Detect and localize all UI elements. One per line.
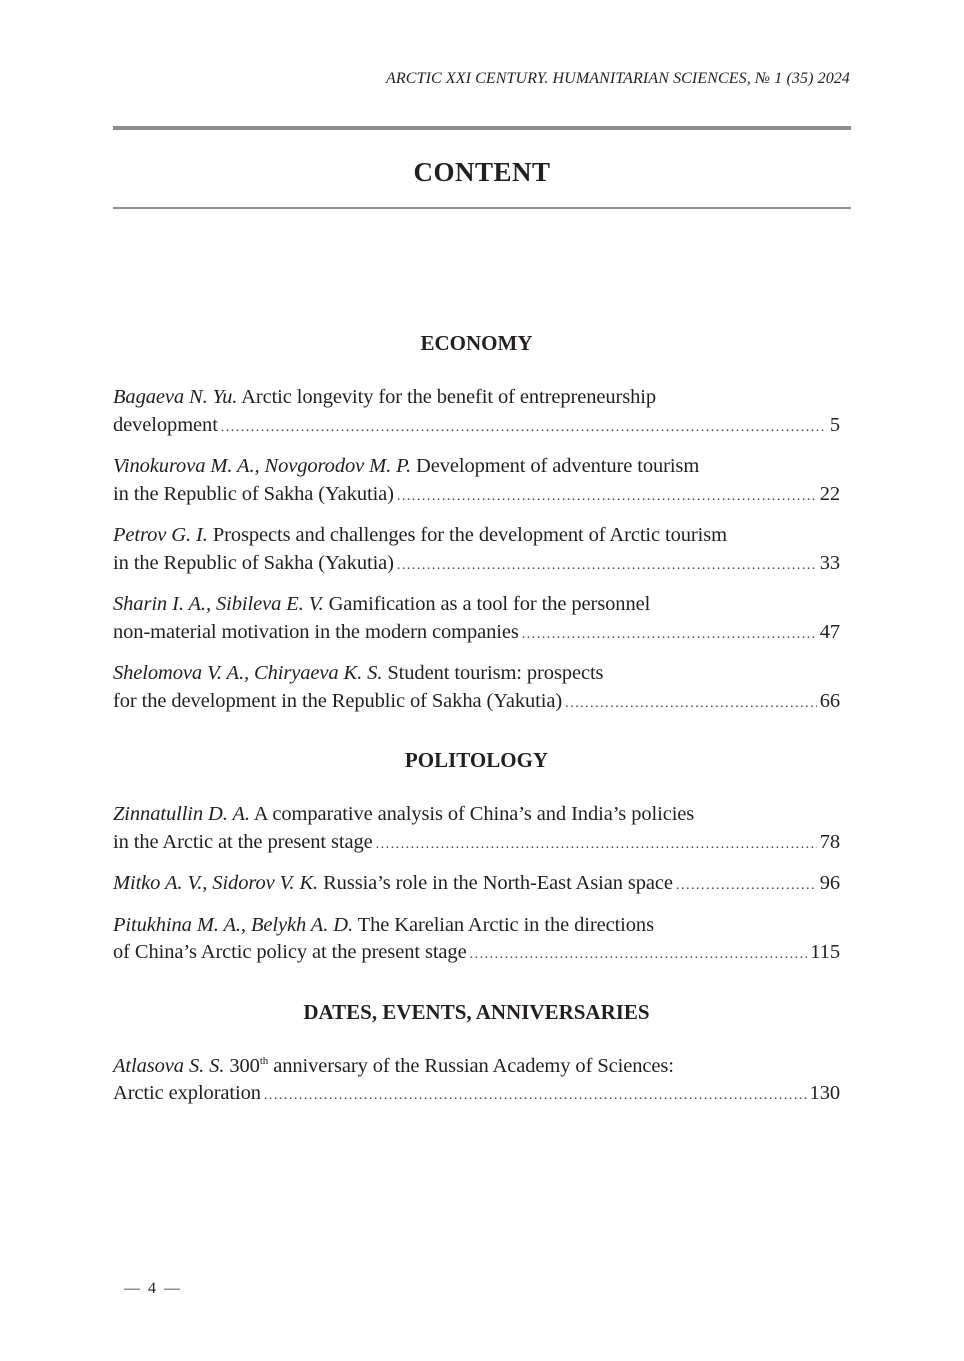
entry-title: The Karelian Arctic in the directions — [353, 913, 654, 936]
entry-authors: Sharin I. A., Sibileva E. V. — [113, 593, 324, 615]
entry-title: Arctic longevity for the benefit of entrepreneurship — [237, 386, 657, 408]
leader-dots — [397, 552, 817, 580]
toc-entry[interactable] — [113, 522, 840, 579]
entry-authors: Pitukhina M. A., Belykh A. D. — [113, 913, 354, 936]
top-rule — [113, 126, 851, 130]
entry-title: A comparative analysis of China’s and India’s policies — [249, 803, 695, 825]
toc-entry[interactable] — [113, 801, 840, 858]
entry-title-cont: Arctic exploration — [113, 1082, 261, 1104]
entry-title: Russia’s role in the North-East Asian space — [318, 872, 673, 894]
ordinal-suffix: th — [259, 1054, 269, 1067]
entry-title-cont: in the Republic of Sakha (Yakutia) — [113, 551, 394, 574]
entry-title: Development of adventure tourism — [410, 455, 700, 477]
table-of-contents — [113, 328, 840, 1122]
entry-title-cont: for the development in the Republic of Sakha (Yakutia) — [113, 689, 563, 712]
entry-authors: Atlasova S. S. — [113, 1054, 225, 1077]
entry-title-cont: in the Arctic at the present stage — [113, 830, 373, 853]
running-head: ARCTIC XXI CENTURY. HUMANITARIAN SCIENCES, № 1 (35) 2024 — [386, 70, 850, 87]
leader-dots — [376, 831, 817, 859]
title-rule — [113, 207, 851, 209]
toc-entry[interactable] — [113, 1053, 840, 1110]
leader-dots — [221, 414, 827, 442]
entry-title-cont: development — [113, 413, 218, 436]
entry-page-number: 66 — [819, 689, 840, 712]
entry-page-number: 22 — [819, 482, 840, 505]
entry-authors: Vinokurova M. A., Novgorodov M. P. — [113, 455, 411, 477]
entry-title-cont: non-material motivation in the modern companies — [113, 620, 519, 643]
toc-entry[interactable] — [113, 384, 840, 441]
section-heading-dates-events: DATES, EVENTS, ANNIVERSARIES — [303, 999, 650, 1024]
toc-entry[interactable] — [113, 912, 840, 969]
entry-authors: Shelomova V. A., Chiryaeva K. S. — [113, 662, 383, 684]
leader-dots — [676, 872, 817, 900]
entry-title-number: 300 — [224, 1054, 260, 1077]
entry-title: Prospects and challenges for the development of Arctic tourism — [207, 524, 727, 546]
entry-authors: Zinnatullin D. A. — [113, 803, 250, 825]
entry-page-number: 33 — [819, 551, 840, 574]
page-title: CONTENT — [413, 157, 551, 187]
toc-entry[interactable] — [113, 870, 840, 900]
toc-entry[interactable] — [113, 453, 840, 510]
section-heading-economy: ECONOMY — [420, 331, 533, 355]
page-number: — 4 — — [124, 1280, 182, 1297]
entry-authors: Mitko A. V., Sidorov V. K. — [113, 872, 319, 894]
leader-dots — [522, 621, 817, 649]
entry-title: Student tourism: prospects — [382, 662, 604, 684]
entry-page-number: 130 — [809, 1082, 840, 1104]
leader-dots — [470, 941, 808, 969]
entry-page-number: 78 — [819, 830, 840, 853]
entry-page-number: 5 — [829, 413, 840, 436]
toc-entry[interactable] — [113, 660, 840, 717]
entry-page-number: 115 — [810, 941, 840, 963]
leader-dots — [397, 483, 817, 511]
section-heading-politology: POLITOLOGY — [404, 748, 549, 772]
entry-title-cont: in the Republic of Sakha (Yakutia) — [113, 482, 394, 505]
toc-entry[interactable] — [113, 591, 840, 648]
entry-page-number: 47 — [819, 620, 840, 643]
leader-dots — [565, 690, 817, 718]
entry-page-number: 96 — [819, 872, 840, 894]
entry-authors: Petrov G. I. — [113, 524, 208, 546]
entry-authors: Bagaeva N. Yu. — [113, 386, 238, 408]
entry-title: Gamification as a tool for the personnel — [323, 593, 651, 615]
entry-title-cont: of China’s Arctic policy at the present stage — [113, 941, 467, 963]
entry-title: anniversary of the Russian Academy of Sciences: — [268, 1054, 674, 1077]
leader-dots — [264, 1082, 807, 1110]
